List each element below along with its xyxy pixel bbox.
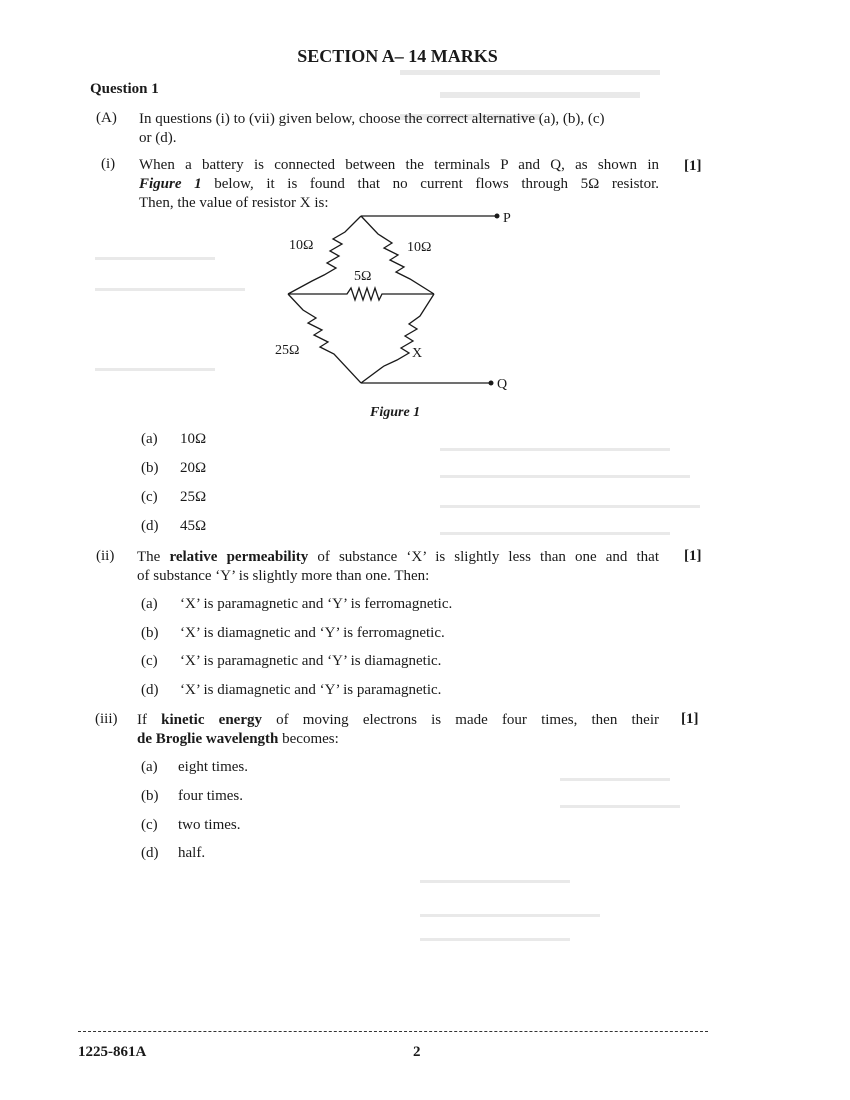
terminal-p-dot bbox=[495, 214, 500, 219]
section-title: SECTION A– 14 MARKS bbox=[297, 46, 498, 66]
q3-line1 bbox=[137, 711, 659, 730]
q3-label: (iii) bbox=[95, 711, 118, 727]
q2-stem bbox=[137, 548, 659, 586]
q3-option-c-text: two times. bbox=[178, 817, 241, 833]
q3-line1-pre: If bbox=[137, 712, 162, 728]
q2-option-a-label: (a) bbox=[141, 596, 158, 612]
q1-line2-rest: below, it is found that no current flows through 5Ω resistor. bbox=[201, 176, 659, 192]
label-top-right-resistor: 10Ω bbox=[407, 240, 432, 255]
q2-option-b-label: (b) bbox=[141, 625, 159, 641]
q2-line1-pre: The bbox=[137, 549, 170, 565]
q1-option-b-label: (b) bbox=[141, 460, 159, 476]
label-bottom-left-resistor: 25Ω bbox=[275, 343, 300, 358]
q3-marks: [1] bbox=[681, 711, 699, 727]
q3-keyword: kinetic energy bbox=[161, 712, 262, 728]
q3-option-a-label: (a) bbox=[141, 759, 158, 775]
q3-stem bbox=[137, 711, 659, 749]
q1-option-a-text: 10Ω bbox=[180, 431, 207, 447]
q3-option-d-label: (d) bbox=[141, 845, 159, 861]
q2-label: (ii) bbox=[96, 548, 115, 564]
q2-keyword: relative permeability bbox=[169, 549, 309, 565]
q2-option-b-text: ‘X’ is diamagnetic and ‘Y’ is ferromagnetic. bbox=[180, 625, 445, 641]
q1-option-c-label: (c) bbox=[141, 489, 158, 505]
resistor-top-right bbox=[361, 216, 434, 294]
circuit-wires bbox=[288, 216, 495, 383]
part-a-instruction-line1: In questions (i) to (vii) given below, choose the correct alternative (a), (b), (c) bbox=[139, 111, 605, 127]
resistor-top-left bbox=[288, 216, 361, 294]
q1-option-d-label: (d) bbox=[141, 518, 159, 534]
q3-option-c-label: (c) bbox=[141, 817, 158, 833]
q3-option-b-text: four times. bbox=[178, 788, 243, 804]
q2-line1-post: of substance ‘X’ is slightly less than one and that bbox=[308, 549, 659, 565]
q2-option-d-text: ‘X’ is diamagnetic and ‘Y’ is paramagnetic. bbox=[180, 682, 442, 698]
q2-option-a-text: ‘X’ is paramagnetic and ‘Y’ is ferromagnetic. bbox=[180, 596, 453, 612]
page-number: 2 bbox=[413, 1044, 421, 1060]
label-top-left-resistor: 10Ω bbox=[289, 238, 314, 253]
q3-keyword-2: de Broglie wavelength bbox=[137, 731, 279, 747]
q1-figure-ref: Figure 1 bbox=[139, 176, 202, 192]
question-title: Question 1 bbox=[90, 81, 159, 97]
part-a-label: (A) bbox=[96, 110, 117, 126]
q3-option-b-label: (b) bbox=[141, 788, 159, 804]
q1-line3: Then, the value of resistor X is: bbox=[139, 195, 329, 211]
q1-label: (i) bbox=[101, 156, 116, 172]
q1-option-c-text: 25Ω bbox=[180, 489, 207, 505]
q3-line1-post: of moving electrons is made four times, then their bbox=[261, 712, 659, 728]
q1-line1: When a battery is connected between the terminals P and Q, as shown in bbox=[139, 157, 659, 173]
figure-caption: Figure 1 bbox=[370, 405, 421, 420]
q3-option-d-text: half. bbox=[178, 845, 206, 861]
q2-line2: of substance ‘Y’ is slightly more than one. Then: bbox=[137, 568, 430, 584]
q2-option-d-label: (d) bbox=[141, 682, 159, 698]
q1-option-a-label: (a) bbox=[141, 431, 158, 447]
q2-line1 bbox=[137, 548, 659, 567]
label-terminal-q: Q bbox=[497, 377, 508, 392]
q3-option-a-text: eight times. bbox=[178, 759, 248, 775]
label-bottom-right-resistor: X bbox=[412, 346, 423, 361]
q2-option-c-label: (c) bbox=[141, 653, 158, 669]
footer-divider bbox=[78, 1031, 708, 1032]
q3-line2-post: becomes: bbox=[278, 731, 339, 747]
q3-line2 bbox=[137, 730, 659, 749]
paper-code: 1225-861A bbox=[78, 1044, 147, 1060]
q2-option-c-text: ‘X’ is paramagnetic and ‘Y’ is diamagnetic. bbox=[180, 653, 442, 669]
label-middle-resistor: 5Ω bbox=[354, 269, 372, 284]
label-terminal-p: P bbox=[503, 211, 511, 226]
terminal-q-dot bbox=[489, 381, 494, 386]
q1-option-b-text: 20Ω bbox=[180, 460, 207, 476]
resistor-bottom-left bbox=[288, 294, 361, 383]
resistor-bottom-right bbox=[361, 294, 434, 383]
q2-marks: [1] bbox=[684, 548, 702, 564]
part-a-instruction-line2: or (d). bbox=[139, 130, 177, 146]
resistor-middle bbox=[288, 288, 434, 300]
q1-option-d-text: 45Ω bbox=[180, 518, 207, 534]
q1-marks: [1] bbox=[684, 158, 702, 174]
